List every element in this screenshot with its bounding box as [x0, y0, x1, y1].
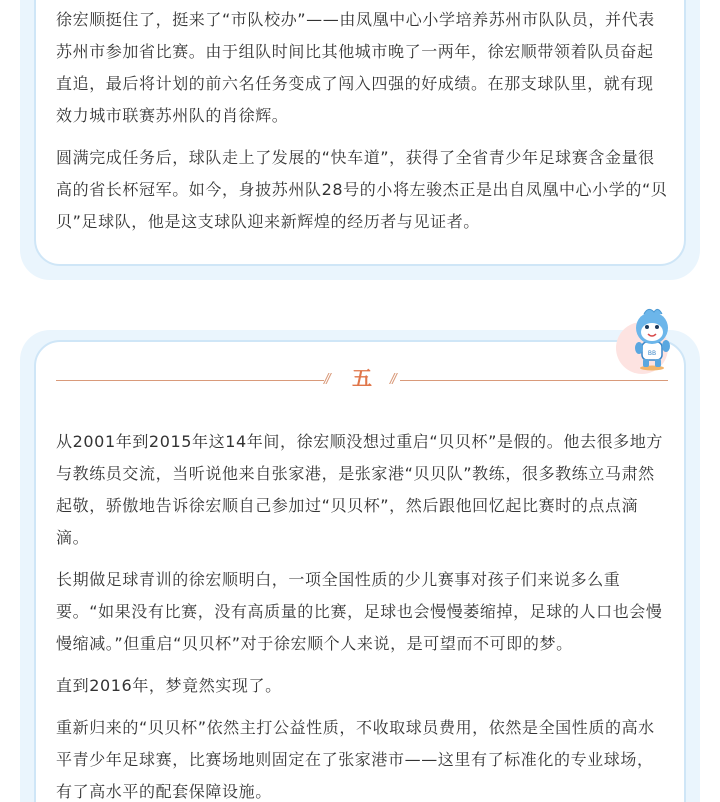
section-one-body	[56, 4, 668, 248]
svg-text:BB: BB	[647, 350, 657, 357]
header-slash-left-icon: //	[324, 372, 329, 387]
section-title: 五	[352, 366, 372, 390]
paragraph: 重新归来的“贝贝杯”依然主打公益性质，不收取球员费用，依然是全国性质的高水平青少年足球赛，比赛场地则固定在了张家港市——这里有了标准化的专业球场，有了高水平的配套保障设施。	[56, 718, 655, 801]
header-slash-right-icon: //	[390, 372, 395, 387]
paragraph: 直到2016年，梦竟然实现了。	[56, 676, 282, 695]
section-header	[56, 360, 668, 396]
header-rule-right	[400, 380, 668, 381]
section-five-body	[56, 426, 668, 802]
paragraph: 长期做足球青训的徐宏顺明白，一项全国性质的少儿赛事对孩子们来说多么重要。“如果没有比赛，没有高质量的比赛，足球也会慢慢萎缩掉，足球的人口也会慢慢缩减。”但重启“贝贝杯”对于徐宏顺个人来说，是可望而不可即的梦。	[56, 570, 663, 653]
paragraph: 从2001年到2015年这14年间，徐宏顺没想过重启“贝贝杯”是假的。他去很多地方与教练员交流，当听说他来自张家港，是张家港“贝贝队”教练，很多教练立马肃然起敬，骄傲地告诉徐宏顺自己参加过“贝贝杯”，然后跟他回忆起比赛时的点点滴滴。	[56, 432, 663, 547]
paragraph: 徐宏顺挺住了，挺来了“市队校办”——由凤凰中心小学培养苏州市队队员，并代表苏州市参加省比赛。由于组队时间比其他城市晚了一两年，徐宏顺带领着队员奋起直追，最后将计划的前六名任务变成了闯入四强的好成绩。在那支球队里，就有现效力城市联赛苏州队的肖徐辉。	[56, 10, 655, 125]
paragraph: 圆满完成任务后，球队走上了发展的“快车道”，获得了全省青少年足球赛含金量很高的省长杯冠军。如今，身披苏州队28号的小将左骏杰正是出自凤凰中心小学的“贝贝”足球队，他是这支球队迎来新辉煌的经历者与见证者。	[56, 148, 668, 231]
header-rule-left	[56, 380, 324, 381]
